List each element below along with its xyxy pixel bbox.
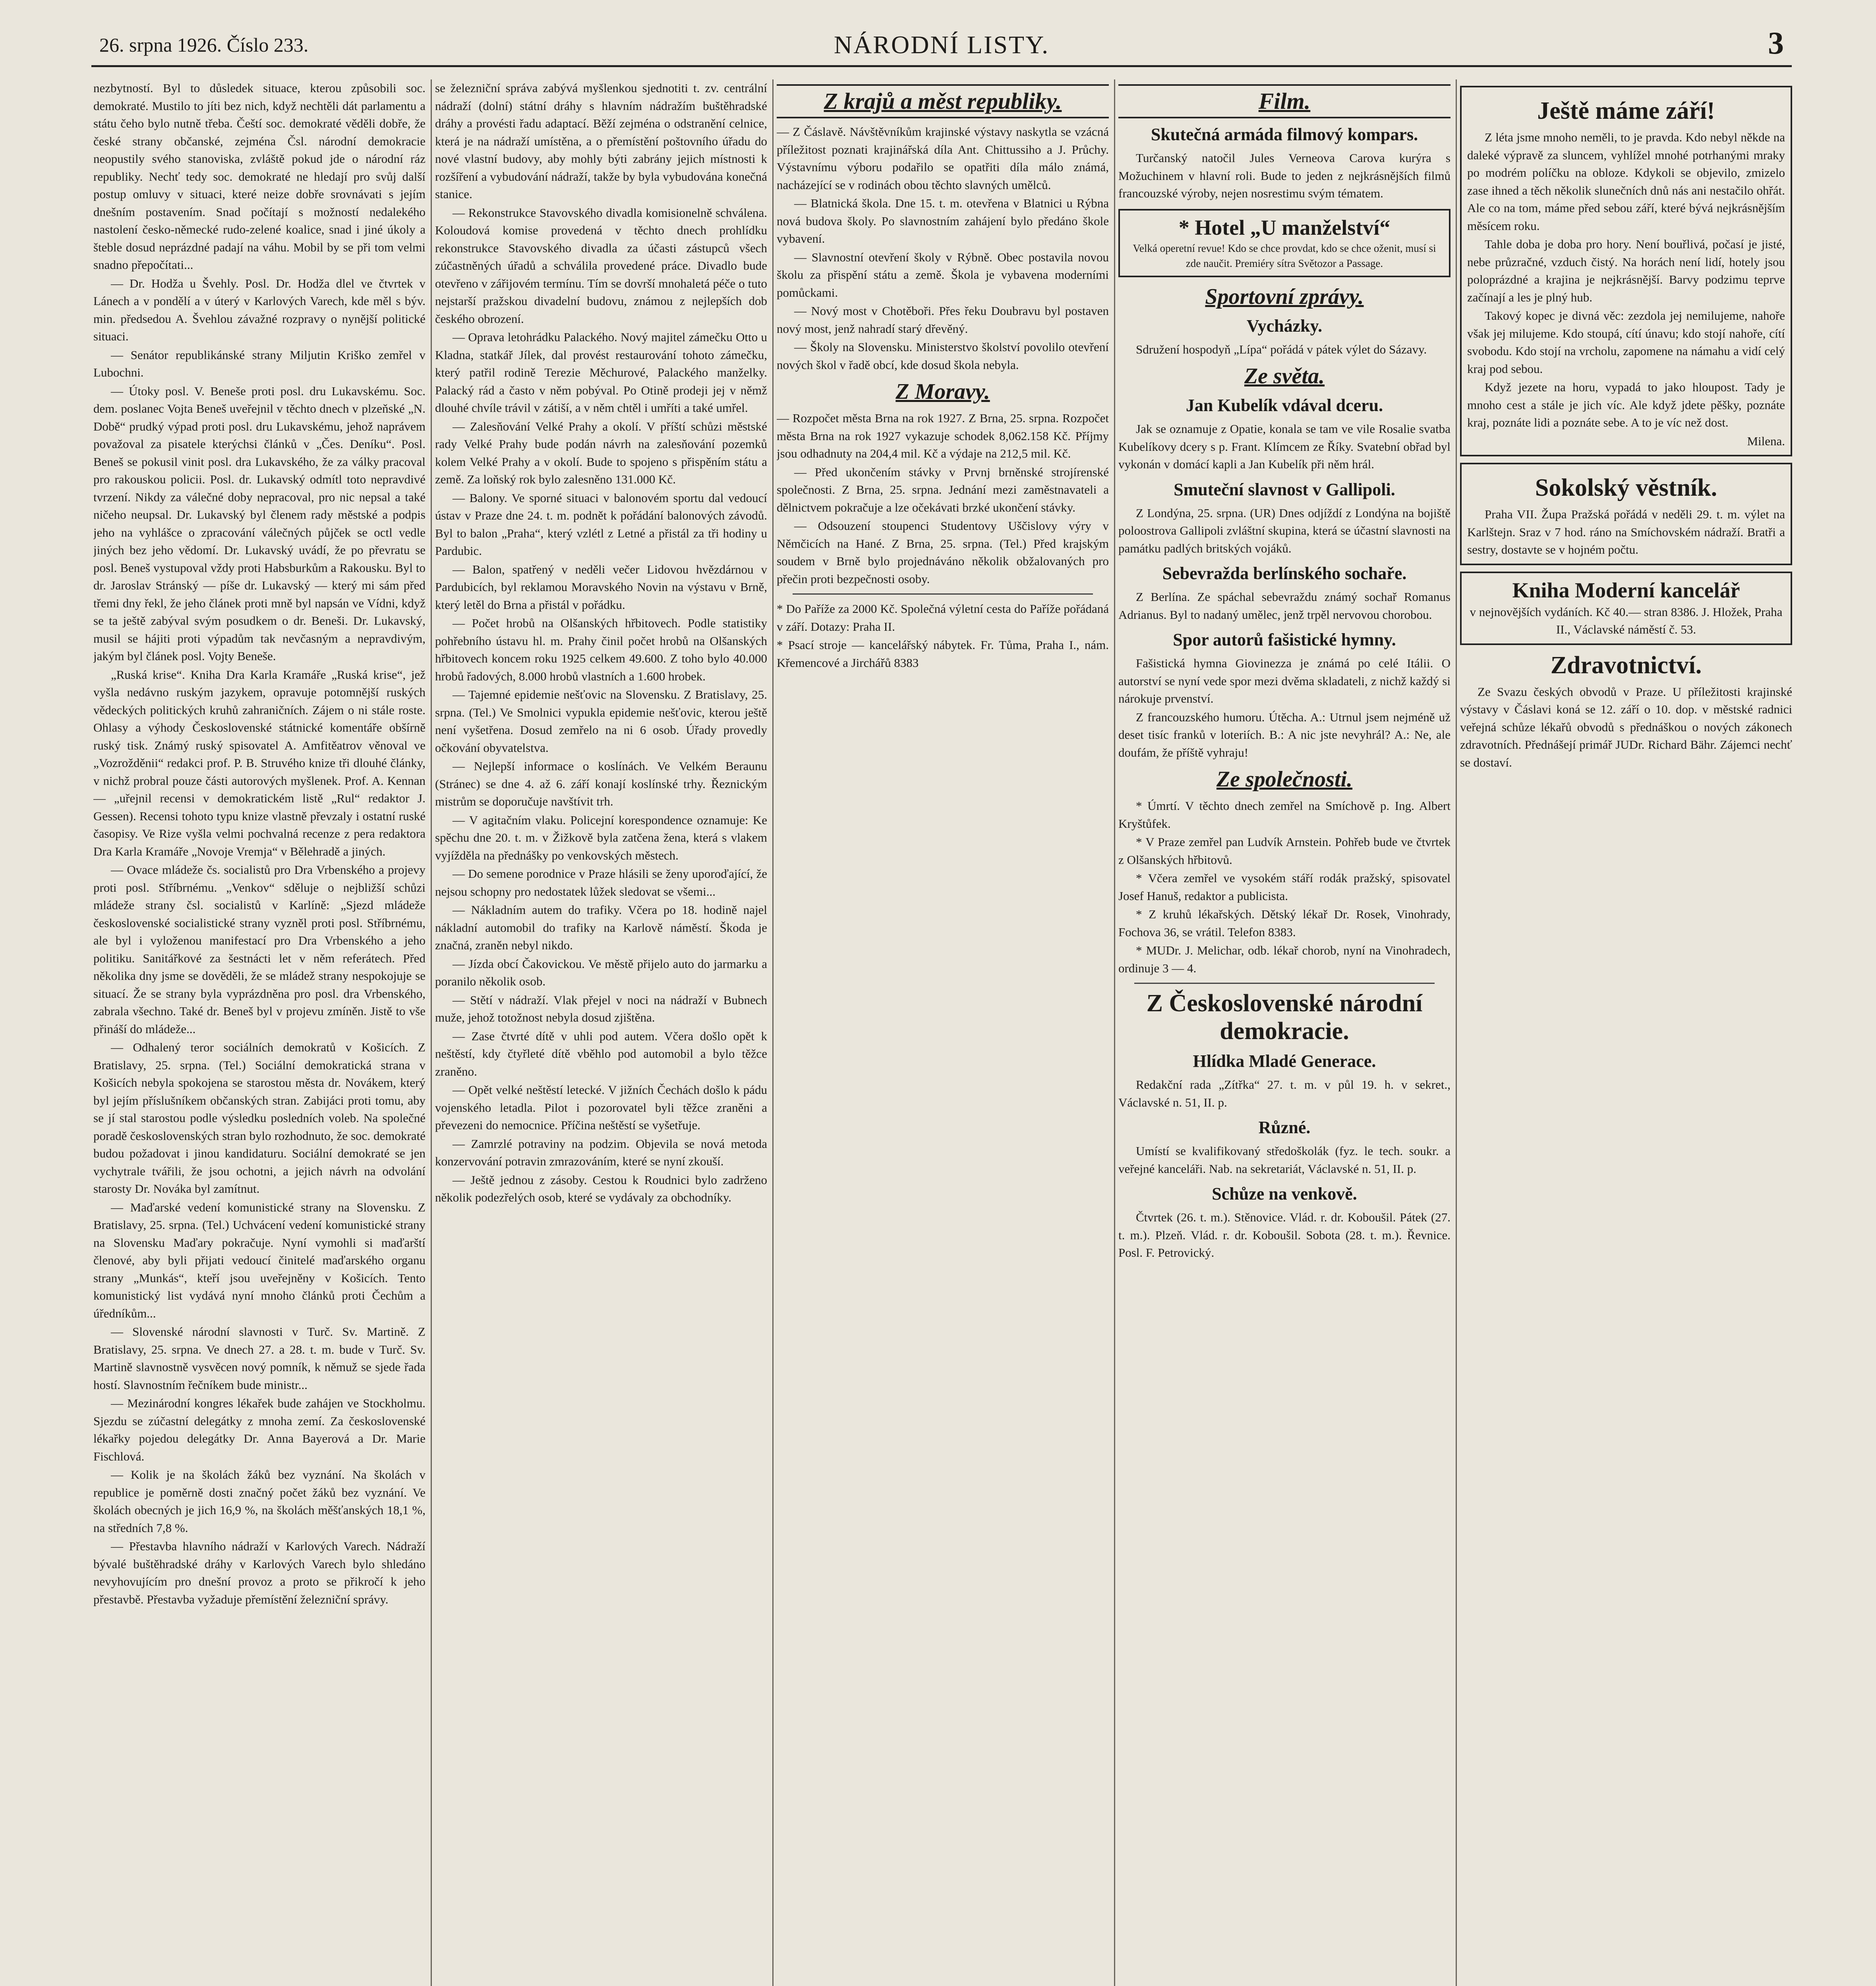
article-text: — Ovace mládeže čs. socialistů pro Dra Vrbenského a projevy proti posl. Stříbrnému. „Venkov“ sděluje o nejbližší schůzi mládeže strany čsl. socialistů v Karlíně: „Sjezd mládeže československé socialistické strany vyzněl proti posl. Stříbrnému, ale byl i vyloženou manifestací pro Dra Vrbenského a jeho politiku. Sanitářkové za šestnácti let v něm referátech. Před několika dny jsme se dověděli, že se mládež strany nespokojuje se situací. Že se strany byla vyprázdněna pro posl. dra Vrbenského, zabrala všechno. Také dr. Beneš byl v projevu zmíněn. Jistě to vše přináší do mládeže...: [93, 863, 425, 1036]
article-text: — Stětí v nádraží. Vlak přejel v noci na nádraží v Bubnech muže, jehož totožnost nebyla dosud zjištěna.: [435, 993, 767, 1024]
advert-text: Velká operetní revue! Kdo se chce provdat, kdo se chce oženit, musí si zde naučit. Premiéry sítra Světozor a Passage.: [1133, 242, 1436, 269]
column-separator: [1456, 79, 1457, 1986]
article-heading: Hlídka Mladé Generace.: [1193, 1051, 1376, 1071]
article-text: — Do semene porodnice v Praze hlásili se ženy uporoďající, že nejsou schopny pro nedostatek lůžek sledovat se všemi...: [435, 867, 767, 898]
divider: [793, 593, 1093, 595]
article-text: — Oprava letohrádku Palackého. Nový majitel zámečku Otto u Kladna, statkář Jílek, dal provést restaurování tohoto zámečku, který patřil rodině Terezie Měchurové, Palackého manželky. Palacký rád a často v něm pobýval. Po Otině prodeji jej v němž dlouhé chvíle trávil v zátiší, a v něm chtěl i umříti a také umřel.: [435, 330, 767, 415]
article-text: — Balon, spatřený v neděli večer Lidovou hvězdárnou v Pardubicích, byl reklamou Moravského Novin na výstavu v Brně, který letěl do Brna a přistál v pořádku.: [435, 562, 767, 612]
article-text: — Počet hrobů na Olšanských hřbitovech. Podle statistiky pohřebního ústavu hl. m. Prahy činil počet hrobů na Olšanských hřbitovech koncem roku 1925 celkem 49.600. Z toho bylo 40.000 hrobů řadových, 8.000 hrobů vlastních a 1.600 hrobek.: [435, 616, 767, 683]
section-heading: Zdravotnictví.: [1550, 651, 1702, 679]
column-2: [435, 79, 767, 1986]
feature-box: [1460, 86, 1792, 456]
article-text: — Přestavba hlavního nádraží v Karlových Varech. Nádraží bývalé buštěhradské dráhy v Karlových Varech bylo shledáno nevyhovujícím pro dnešní provoz a proto se přikročí k jeho přestavbě. Přestavba vyžaduje přemístění železniční správy.: [93, 1539, 425, 1606]
article-text: Ze Svazu českých obvodů v Praze. U příležitosti krajinské výstavy v Čáslavi koná se 12. září o 10. dop. v městské radnici veřejná schůze lékařů obvodů s přednáškou o nových zákonech zdravotních. Přednášejí primář JUDr. Richard Bähr. Zájemci nechť se dostaví.: [1460, 684, 1792, 769]
advert-title: * Hotel „U manželství“: [1178, 215, 1391, 240]
article-text: — Balony. Ve sporné situaci v balonovém sportu dal vedoucí ústav v Praze dne 24. t. m. podnět k pořádání balonových závodů. Byl to balon „Praha“, který vzlétl z Letné a přistál za tři hodiny u Pardubic.: [435, 491, 767, 558]
article-heading: Jan Kubelík vdával dceru.: [1186, 396, 1383, 415]
feature-box: [1460, 463, 1792, 565]
article-text: Z francouzského humoru. Útěcha. A.: Utrnul jsem nejméně už deset tisíc franků v loteriích. B.: A nic jste nevyhrál? A.: Ne, ale doufám, že příště vyhraju!: [1118, 710, 1451, 759]
column-separator: [772, 79, 774, 1986]
article-text: Tahle doba je doba pro hory. Není bouřlivá, počasí je jisté, nebe průzračné, vzduch čistý. Na horách není lidí, hotely jsou poloprázdné a krajina je nejkrásnější. Barvy podzimu teprve začínají a les je plný hub.: [1467, 237, 1785, 304]
article-text: — Nejlepší informace o koslínách. Ve Velkém Beraunu (Stránec) se dne 4. až 6. září konají koslínské trhy. Řeznickým mistrům se doporučuje navštívit trh.: [435, 759, 767, 808]
article-text: Z Londýna, 25. srpna. (UR) Dnes odjíždí z Londýna na bojiště poloostrova Gallipoli zvláštní skupina, která se účastní slavnosti na památku padlých britských vojáků.: [1118, 506, 1451, 555]
article-text: — Rozpočet města Brna na rok 1927. Z Brna, 25. srpna. Rozpočet města Brna na rok 1927 vykazuje schodek 8,062.158 Kč. Příjmy jsou odhadnuty na 204,4 mil. Kč a výdaje na 212,5 mil. Kč.: [777, 411, 1109, 460]
article-text: Sdružení hospodyň „Lípa“ pořádá v pátek výlet do Sázavy.: [1136, 342, 1427, 356]
column-separator: [431, 79, 432, 1986]
article-text: — Školy na Slovensku. Ministerstvo školství povolilo otevření nových škol v řadě obcí, kde dosud škola nebyla.: [777, 340, 1109, 372]
divider: [1134, 983, 1435, 984]
article-text: — Senátor republikánské strany Miljutin Kriško zemřel v Lubochni.: [93, 348, 425, 379]
article-text: — V agitačním vlaku. Policejní korespondence oznamuje: Ke spěchu dne 20. t. m. v Žižkově byla zatčena žena, která s vlakem vyjížděla na přednášky po venkovských městech.: [435, 813, 767, 862]
article-text: Z léta jsme mnoho neměli, to je pravda. Kdo nebyl někde na daleké výpravě za sluncem, vyhlížel mnohé potrhanými mraky po modrém políčku na obloze. Kdykoli se objevilo, zmizelo zase ihned a těch několik slunečních dnů nás ani nestačilo ohřát. Ale co na tom, máme před sebou září, které bývá nejkrásnějším měsícem roku.: [1467, 130, 1785, 233]
advert-box: [1460, 572, 1792, 645]
article-text: — Před ukončením stávky v Prvnj brněnské strojírenské společnosti. Z Brna, 25. srpna. Jednání mezi zaměstnavateli a dělnictvem pokračuje a lze očekávati brzké ukončení stávky.: [777, 465, 1109, 514]
article-text: Jak se oznamuje z Opatie, konala se tam ve vile Rosalie svatba Kubelíkovy dcery s p. Frant. Klímcem ze Říky. Svatební obřad byl vykonán v domácí kapli a Jan Kubelík při něm hrál.: [1118, 422, 1451, 471]
section-heading: Film.: [1118, 84, 1451, 118]
article-text: — Nový most v Chotěboři. Přes řeku Doubravu byl postaven nový most, jenž nahradí starý dřevěný.: [777, 304, 1109, 336]
article-text: — Odhalený teror sociálních demokratů v Košicích. Z Bratislavy, 25. srpna. (Tel.) Sociální demokratická strana v Košicích nebyla spokojena se starostou města dr. Novákem, který byl jejím příslušníkem občanských stran. Zabijáci proti tomu, aby se jí stal starostou podle výsledku posledních voleb. Na společné poradě československých stran bylo rozhodnuto, že soc. demokraté budou požadovat i jinou kandidaturu. Sociální demokraté se jen vychytrale tvářili, že jsou ochotni, a jejich návrh na odvolání starosty Dr. Nováka byl zamítnut.: [93, 1040, 425, 1196]
article-text: * MUDr. J. Melichar, odb. lékař chorob, nyní na Vinohradech, ordinuje 3 — 4.: [1118, 943, 1451, 975]
article-text: * V Praze zemřel pan Ludvík Arnstein. Pohřeb bude ve čtvrtek z Olšanských hřbitovů.: [1118, 835, 1451, 867]
column-3: [777, 79, 1109, 1986]
article-text: — Blatnická škola. Dne 15. t. m. otevřena v Blatnici u Rýbna nová budova školy. Po slavnostním zahájení bylo předáno škole vybavení.: [777, 196, 1109, 245]
issue-date: 26. srpna 1926. Číslo 233.: [99, 34, 309, 56]
article-heading: Vycházky.: [1246, 316, 1323, 336]
article-text: — Zase čtvrté dítě v uhli pod autem. Včera došlo opět k neštěstí, kdy čtyřleté dítě vběhlo pod automobil a bylo těžce zraněno.: [435, 1029, 767, 1078]
section-heading: Z krajů a měst republiky.: [777, 84, 1109, 118]
advert-title: Kniha Moderní kancelář: [1512, 578, 1740, 602]
advert-box: [1118, 209, 1451, 277]
article-text: nezbytností. Byl to důsledek situace, kterou způsobili soc. demokraté. Mustilo to jíti bez nich, když nechtěli dát parlamentu a státu čeho bylo nutně třeba. Čeští soc. demokraté věděli dobře, že české strany občanské, zejména Čsl. národní demokracie neopustily svého stanoviska, zvláště pokud jde o národní ráz republiky. Nechť tedy soc. demokraté ne hledají pro svůj další postup omluvy v situaci, které neize dobře srovnávati s jejím dnešním postavením. Snad počítají s možností nedalekého nastolení česko-německé rudo-zelené koalice, snad i jiné úkoly a šteble dosud neprázdné padají na váhu. Mobil by se při tom velmi snadno přepočítati...: [93, 81, 425, 272]
article-text: — Rekonstrukce Stavovského divadla komisionelně schválena. Koloudová komise provedená v těchto dnech prohlídku rekonstrukce Stavovského divadla za účasti zástupců všech zúčastněných úřadů a schválila provedené práce. Divadlo bude otevřeno v zářijovém termínu. Tím se dovrší mnohaletá péče o tuto nejstarší pražskou divadelní budovu, známou z nejlepších dob českého obrození.: [435, 205, 767, 326]
article-text: Fašistická hymna Giovinezza je známá po celé Itálii. O autorství se nyní vede spor mezi dvěma skladateli, z nichž každý si nárokuje prvenství.: [1118, 656, 1451, 705]
article-text: — Slovenské národní slavnosti v Turč. Sv. Martině. Z Bratislavy, 25. srpna. Ve dnech 27. a 28. t. m. bude v Turč. Sv. Martině slavnostně vysvěcen nový pomník, k němuž se sjede řada hostí. Slavnostním řečníkem bude ministr...: [93, 1325, 425, 1392]
classified-ad: * Do Paříže za 2000 Kč. Společná výletní cesta do Paříže pořádaná v září. Dotazy: Praha II.: [777, 602, 1109, 634]
classified-ad: * Psací stroje — kancelářský nábytek. Fr. Tůma, Praha I., nám. Křemencové a Jirchářů 8383: [777, 638, 1109, 670]
article-text: Umístí se kvalifikovaný středoškolák (fyz. le tech. soukr. a veřejné kanceláři. Nab. na sekretariát, Václavské n. 51, II. p.: [1118, 1144, 1451, 1176]
article-text: Z Berlína. Ze spáchal sebevraždu známý sochař Romanus Adrianus. Byl to nadaný umělec, jenž trpěl nervovou chorobou.: [1118, 590, 1451, 622]
article-signature: Milena.: [1747, 434, 1785, 448]
article-heading: Spor autorů fašistické hymny.: [1173, 630, 1396, 649]
article-text: — Tajemné epidemie nešťovic na Slovensku. Z Bratislavy, 25. srpna. (Tel.) Ve Smolnici vypukla epidemie nešťovic, kterou ještě není vyšetřena. Dosud zemřelo na ni 6 osob. Úřady provedly očkování obyvatelstva.: [435, 688, 767, 755]
article-text: — Dr. Hodža u Švehly. Posl. Dr. Hodža dlel ve čtvrtek v Lánech a v pondělí a v úterý v Karlových Varech, kde měl s býv. min. předsedou A. Švehlou závažné rozpravy o nynější politické situaci.: [93, 276, 425, 343]
article-heading: Sokolský věstník.: [1535, 474, 1717, 501]
masthead: [91, 17, 1792, 67]
article-text: — Odsouzení stoupenci Studentovy Uščislovy výry v Němčicích na Hané. Z Brna, 25. srpna. (Tel.) Před krajským soudem v Brně bylo projednáváno několik obžalovaných pro přečin proti bezpečnosti osoby.: [777, 519, 1109, 586]
article-text: — Jízda obcí Čakovickou. Ve městě přijelo auto do jarmarku a poranilo několik osob.: [435, 956, 767, 988]
article-heading: Schůze na venkově.: [1212, 1184, 1357, 1204]
article-text: „Ruská krise“. Kniha Dra Karla Kramáře „Ruská krise“, jež vyšla nedávno ruským jazykem, opravuje potomnější ruských vědeckých politických kruhů zahraničních. Zájem o ni stále roste. Ohlasy a výhody Československé státnické komentáře obšírně ruský tisk. Známý ruský spisovatel A. Amfitěatrov věnoval ve „Vozrožděnii“ redakci prof. P. B. Struvého knize tři dlouhé články, v nichž probral pouze části autorových myšlenek. Prof. A. Kennan — „uřejnil recensi v demokratickém listě „Rul“ redaktor J. Gessen). Recensi tohoto typu knize vlastně převzaly i ostatní ruské časopisy. Ve Rize vyšla velmi pochvalná recenze z pera redaktora Dra Karla Kramáře „Novoje Vremja“ v Bělehradě a jiných.: [93, 667, 425, 858]
article-text: — Opět velké neštěstí letecké. V jižních Čechách došlo k pádu vojenského letadla. Pilot i pozorovatel byli těžce zraněni a převezeni do nemocnice. Příčina neštěstí se vyšetřuje.: [435, 1083, 767, 1132]
article-heading: Různé.: [1258, 1118, 1311, 1137]
newspaper-title: NÁRODNÍ LISTY.: [834, 31, 1050, 59]
article-text: — Nákladním autem do trafiky. Včera po 18. hodině najel nákladní automobil do trafiky na Karlově náměstí. Škoda je značná, zraněn nebyl nikdo.: [435, 903, 767, 952]
article-text: se železniční správa zabývá myšlenkou sjednotiti t. zv. centrální nádraží (dolní) státní dráhy s hlavním nádražím buštěhradské dráhy a provésti řadu adaptací. Běží zejména o odstranění celnice, která je na nádraží umístěna, a o přemístění poštovního úřadu do nové vlastní budovy, aby mohly býti zabrány jejich místnosti k rozšíření a vybudování nádraží, takže by byla vybudována konečná stanice.: [435, 81, 767, 201]
column-5: [1460, 79, 1792, 1986]
section-heading: Z Moravy.: [895, 379, 990, 404]
article-text: — Slavnostní otevření školy v Rýbně. Obec postavila novou školu za přispění státu a země. Škola je vybavena moderními pomůckami.: [777, 250, 1109, 299]
column-4: [1118, 79, 1451, 1986]
article-text: — Ještě jednou z zásoby. Cestou k Roudnici bylo zadrženo několik podezřelých osob, které se vydávaly za obchodníky.: [435, 1173, 767, 1204]
article-text: Takový kopec je divná věc: zezdola jej nemilujeme, nahoře však jej milujeme. Kdo stoupá, cítí únavu; kdo stojí nahoře, cítí svobodu. Kdo stojí na vrcholu, zapomene na námahu a vidí celý kraj pod sebou.: [1467, 309, 1785, 376]
article-heading: Sebevražda berlínského sochaře.: [1162, 564, 1407, 583]
page-number: 3: [1768, 26, 1784, 61]
section-heading: Sportovní zprávy.: [1205, 284, 1364, 309]
article-text: — Zalesňování Velké Prahy a okolí. V příští schůzi městské rady Velké Prahy bude podán návrh na zalesňování pozemků kolem Velké Prahy a v okolí. Bude to spojeno s přispěním státu a země. Za loňský rok bylo zalesněno 131.000 Kč.: [435, 419, 767, 486]
article-heading: Skutečná armáda filmový kompars.: [1151, 125, 1418, 144]
article-text: Když jezete na horu, vypadá to jako hloupost. Tady je mnoho cest a stále je jich víc. Ale když jdete pěšky, poznáte kraj, poznáte lidi a poznáte sebe. A to je víc než dost.: [1467, 380, 1785, 429]
article-text: Turčanský natočil Jules Verneova Carova kurýra s Možuchinem v hlavní roli. Bude to jeden z nejkrásnějších filmů francouzské výroby, nejen nosrestimu svým tématem.: [1118, 151, 1451, 200]
article-text: Praha VII. Župa Pražská pořádá v neděli 29. t. m. výlet na Karlštejn. Sraz v 7 hod. ráno na Smíchovském nádraží. Bratři a sestry, dostavte se v hojném počtu.: [1467, 507, 1785, 556]
article-text: Čtvrtek (26. t. m.). Stěnovice. Vlád. r. dr. Koboušil. Pátek (27. t. m.). Plzeň. Vlád. r. dr. Koboušil. Sobota (28. t. m.). Řevnice. Posl. F. Petrovický.: [1118, 1210, 1451, 1260]
column-separator: [1114, 79, 1115, 1986]
article-text: * Úmrtí. V těchto dnech zemřel na Smíchově p. Ing. Albert Kryštůfek.: [1118, 799, 1451, 831]
article-heading: Ještě máme září!: [1537, 97, 1715, 124]
article-text: * Včera zemřel ve vysokém stáří rodák pražský, spisovatel Josef Hanuš, redaktor a publicista.: [1118, 871, 1451, 903]
article-text: — Z Čáslavě. Návštěvníkům krajinské výstavy naskytla se vzácná příležitost poznati krajinářská díla Ant. Chittussiho a J. Průchy. Výstavnímu výboru podařilo se opatřiti díla málo známá, nacházející se v rodinách obou těchto slavných umělců.: [777, 125, 1109, 192]
article-text: — Zamrzlé potraviny na podzim. Objevila se nová metoda konzervování potravin zmrazováním, které se nyní zkouší.: [435, 1136, 767, 1168]
section-heading: Z Československé národní demokracie.: [1146, 990, 1423, 1045]
article-text: — Maďarské vedení komunistické strany na Slovensku. Z Bratislavy, 25. srpna. (Tel.) Uchvácení vedení komunistické strany na Slovensku Maďary pokračuje. Nyní vymohli si maďarští členové, aby byli přijati vedoucí činitelé maďarského organu strany „Munkás“, kteří jsou uveřejněny v Košicích. Tento komunistický list vydává nyní mnoho článků proti Čechům a úředníkům...: [93, 1200, 425, 1320]
article-text: Redakční rada „Zítřka“ 27. t. m. v půl 19. h. v sekret., Václavské n. 51, II. p.: [1118, 1078, 1451, 1109]
article-text: * Z kruhů lékařských. Dětský lékař Dr. Rosek, Vinohrady, Fochova 36, se vrátil. Telefon 8383.: [1118, 907, 1451, 939]
article-text: — Kolik je na školách žáků bez vyznání. Na školách v republice je poměrně dosti značný počet žáků bez vyznání. Ve školách obecných je jich 16,9 %, na školách měšťanských 18,1 %, na středních 7,8 %.: [93, 1468, 425, 1535]
column-1: [93, 79, 425, 1986]
article-heading: Smuteční slavnost v Gallipoli.: [1174, 479, 1395, 499]
article-text: — Mezinárodní kongres lékařek bude zahájen ve Stockholmu. Sjezdu se zúčastní delegátky z mnoha zemí. Za československé lékařky pojedou delegátky Dr. Anna Bayerová a Dr. Marie Fischlová.: [93, 1396, 425, 1463]
section-heading: Ze světa.: [1244, 364, 1325, 388]
article-text: — Útoky posl. V. Beneše proti posl. dru Lukavskému. Soc. dem. poslanec Vojta Beneš uveřejnil v těchto dnech v plzeňské „N. Době“ prudký výpad proti posl. dru Lukavskému, jehož naprávem považoval za pisatele kterýchsi článků v „Čes. Deníku“. Posl. Beneš se pokusil vinit posl. dra Lukavského, že za války pracoval pro rakouskou policii. Posl. dr. Lukavský odmítl toto nepravdivé tvrzení. Nikdy za válečné doby nepracoval, pro nic nepsal a také ničeho neupsal. Dr. Lukavský byl členem rady městské a podpis jeho na vyhlášce o zpracování válečných půjček se octl vedle jiných bez jeho vědomí. Dr. Lukavský uvádí, že po převratu se posl. Beneš vystupoval vždy proti Habsburkům a Rakousku. Byl to dr. Jaroslav Stránský — píše dr. Lukavský — který mi sám před třemi dny řekl, že jeho článek proti mně byl napsán ve Vídni, když se ta ještě zabýval svým posudkem o dr. Beneši. Dr. Lukavský, musil se hájiti proti výpadům tak nevčasným a nepravdivým, jakým byl článek posl. Vojty Beneše.: [93, 384, 425, 663]
section-heading: Ze společnosti.: [1216, 767, 1353, 792]
advert-text: v nejnovějších vydáních. Kč 40.— stran 8386. J. Hložek, Praha II., Václavské náměstí č. 53.: [1470, 605, 1783, 636]
